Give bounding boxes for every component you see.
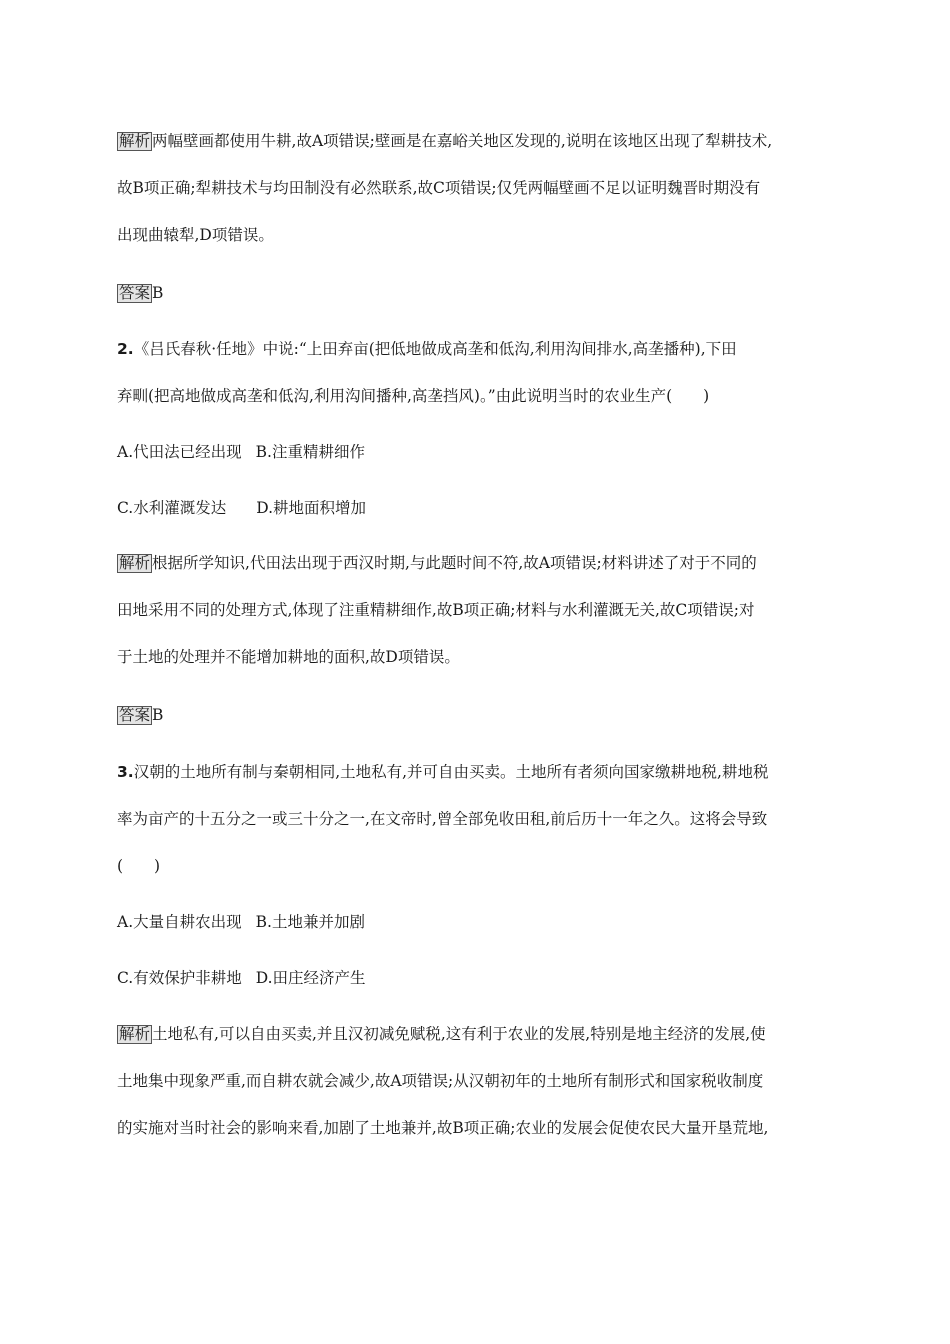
analysis-line: [117, 131, 772, 151]
option-b: B.土地兼并加剧: [255, 913, 365, 931]
analysis-line: 田地采用不同的处理方式,体现了注重精耕细作,故B项正确;材料与水利灌溉无关,故C项错误;对: [117, 601, 755, 619]
option-d: D.田庄经济产生: [255, 969, 366, 987]
analysis-line: 于土地的处理并不能增加耕地的面积,故D项错误。: [117, 648, 460, 666]
option-a: A.代田法已经出现: [117, 443, 242, 461]
analysis-tag: 解析: [119, 554, 151, 572]
question-stem-line: [117, 762, 768, 782]
question-stem-line: 弃甽(把高地做成高垄和低沟,利用沟间播种,高垄挡风)。”由此说明当时的农业生产( ): [117, 387, 710, 405]
question-stem-line: [117, 339, 737, 359]
option-row: [117, 442, 365, 462]
analysis-line: 土地集中现象严重,而自耕农就会减少,故A项错误;从汉朝初年的土地所有制形式和国家税收制度: [117, 1072, 764, 1090]
question-stem: 《吕氏春秋·任地》中说:“上田弃亩(把低地做成高垄和低沟,利用沟间排水,高垄播种),下田: [133, 340, 737, 358]
question-number: 3.: [117, 763, 134, 781]
answer-line: [117, 705, 163, 725]
analysis-tag: 解析: [119, 132, 151, 150]
analysis-text: 两幅壁画都使用牛耕,故A项错误;壁画是在嘉峪关地区发现的,说明在该地区出现了犁耕技术,: [152, 132, 773, 150]
option-d: D.耕地面积增加: [256, 499, 367, 517]
analysis-tag: 解析: [119, 1025, 151, 1043]
question-stem-line: ( ): [117, 857, 161, 875]
analysis-line: 出现曲辕犁,D项错误。: [117, 226, 274, 244]
analysis-line: 故B项正确;犁耕技术与均田制没有必然联系,故C项错误;仅凭两幅壁画不足以证明魏晋时期没有: [117, 179, 761, 197]
answer-tag: 答案: [119, 284, 151, 302]
question-stem: 汉朝的土地所有制与秦朝相同,土地私有,并可自由买卖。土地所有者须向国家缴耕地税,耕地税: [133, 763, 769, 781]
option-row: [117, 968, 366, 988]
answer-tag: 答案: [119, 706, 151, 724]
analysis-line: 的实施对当时社会的影响来看,加剧了土地兼并,故B项正确;农业的发展会促使农民大量开垦荒地,: [117, 1119, 769, 1137]
analysis-line: [117, 553, 757, 573]
option-row: [117, 498, 366, 518]
option-b: B.注重精耕细作: [255, 443, 365, 461]
option-c: C.有效保护非耕地: [117, 969, 242, 987]
analysis-line: [117, 1024, 766, 1044]
analysis-text: 根据所学知识,代田法出现于西汉时期,与此题时间不符,故A项错误;材料讲述了对于不同的: [152, 554, 757, 572]
answer-value: B: [152, 284, 164, 302]
analysis-text: 土地私有,可以自由买卖,并且汉初减免赋税,这有利于农业的发展,特别是地主经济的发展,使: [152, 1025, 766, 1043]
question-stem-line: 率为亩产的十五分之一或三十分之一,在文帝时,曾全部免收田租,前后历十一年之久。这将会导致: [117, 810, 768, 828]
option-a: A.大量自耕农出现: [117, 913, 242, 931]
option-row: [117, 912, 365, 932]
answer-line: [117, 283, 163, 303]
option-c: C.水利灌溉发达: [117, 499, 227, 517]
question-number: 2.: [117, 340, 134, 358]
answer-value: B: [152, 706, 164, 724]
